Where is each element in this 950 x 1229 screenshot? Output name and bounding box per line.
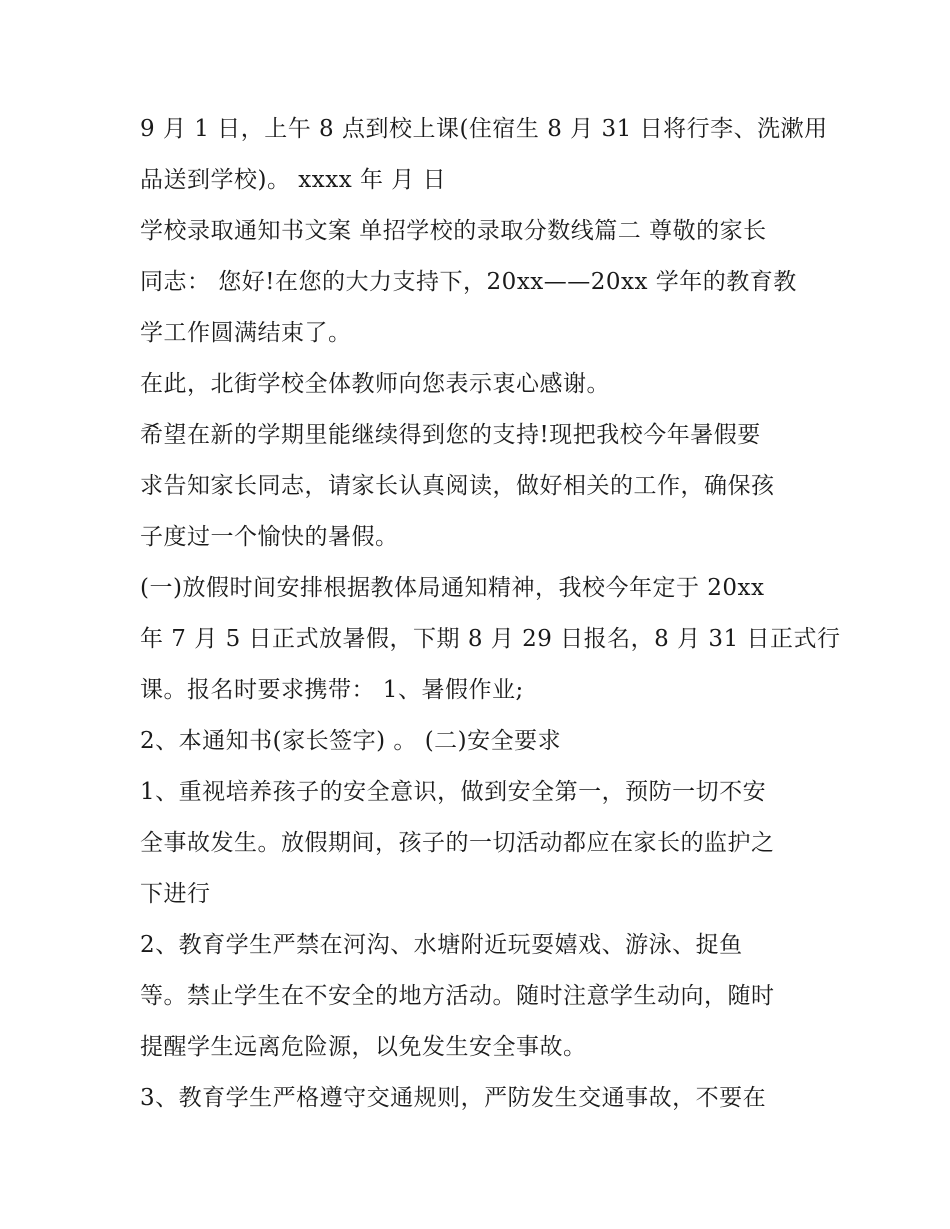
text-line: 在此，北街学校全体教师向您表示衷心感谢。 xyxy=(140,371,610,397)
text-line: 希望在新的学期里能继续得到您的支持!现把我校今年暑假要 xyxy=(140,422,761,448)
text-line: 学工作圆满结束了。 xyxy=(140,320,352,346)
text-line: 3、教育学生严格遵守交通规则，严防发生交通事故，不要在 xyxy=(140,1085,767,1111)
text-line: 全事故发生。放假期间，孩子的一切活动都应在家长的监护之 xyxy=(140,830,775,856)
text-line: (一)放假时间安排根据教体局通知精神，我校今年定于 20xx xyxy=(140,575,765,601)
text-line: 品送到学校)。 xxxx 年 月 日 xyxy=(140,167,447,193)
text-line: 提醒学生远离危险源，以免发生安全事故。 xyxy=(140,1034,587,1060)
text-line: 学校录取通知书文案 单招学校的录取分数线篇二 尊敬的家长 xyxy=(140,218,767,244)
text-line: 子度过一个愉快的暑假。 xyxy=(140,524,399,550)
text-line: 求告知家长同志，请家长认真阅读，做好相关的工作，确保孩 xyxy=(140,473,775,499)
text-line: 2、本通知书(家长签字) 。 (二)安全要求 xyxy=(140,728,562,754)
text-line: 1、重视培养孩子的安全意识，做到安全第一，预防一切不安 xyxy=(140,779,767,805)
text-line: 同志： 您好!在您的大力支持下，20xx——20xx 学年的教育教 xyxy=(140,269,797,295)
document-body xyxy=(140,104,840,1124)
text-line: 下进行 xyxy=(140,881,211,907)
text-line: 等。禁止学生在不安全的地方活动。随时注意学生动向，随时 xyxy=(140,983,775,1009)
text-line: 课。报名时要求携带： 1、暑假作业; xyxy=(140,677,524,703)
text-line: 9 月 1 日，上午 8 点到校上课(住宿生 8 月 31 日将行李、洗漱用 xyxy=(140,116,828,142)
text-line: 2、教育学生严禁在河沟、水塘附近玩耍嬉戏、游泳、捉鱼 xyxy=(140,932,743,958)
text-line: 年 7 月 5 日正式放暑假，下期 8 月 29 日报名，8 月 31 日正式行 xyxy=(140,626,841,652)
